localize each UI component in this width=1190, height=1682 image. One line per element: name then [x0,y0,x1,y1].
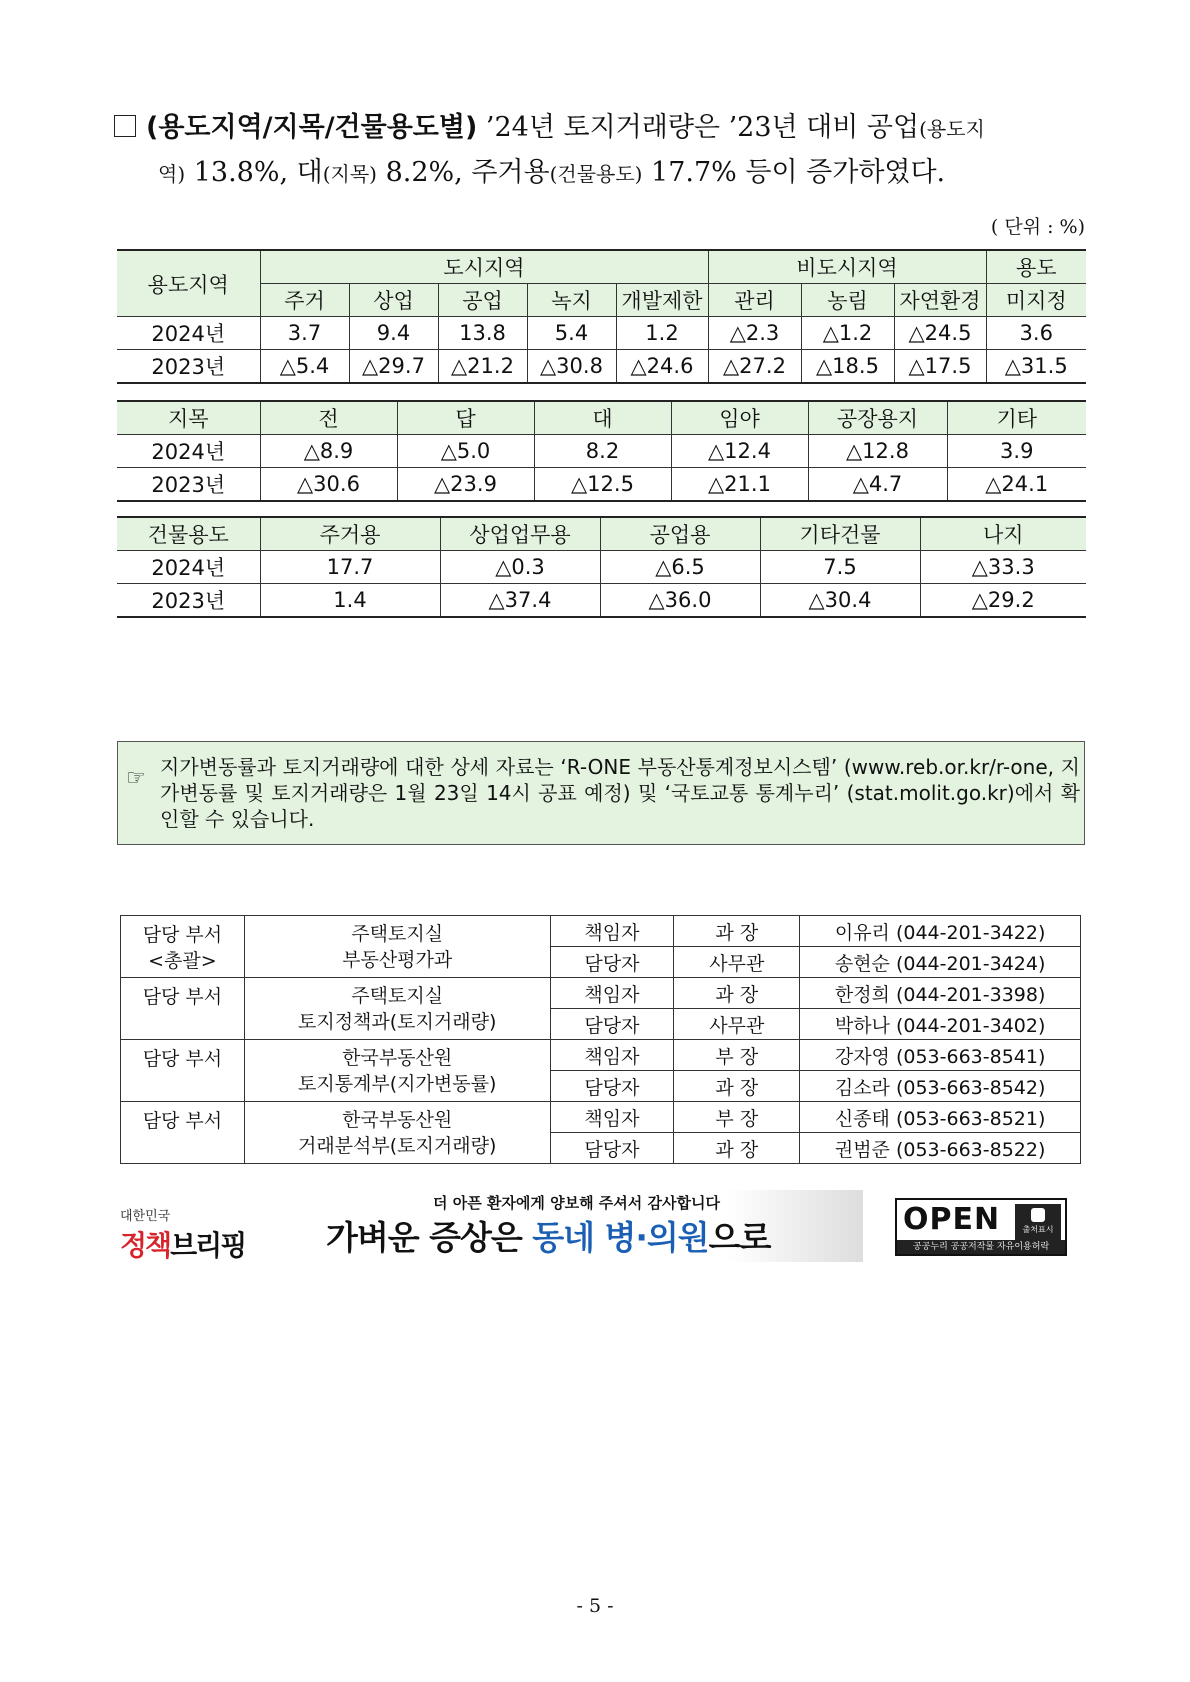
col-header: 공장용지 [808,401,947,435]
table-row [117,350,1086,384]
row-label: 2024년 [117,551,260,584]
open-word: OPEN [903,1202,1001,1237]
name-phone-cell: 김소라 (053-663-8542) [800,1071,1081,1102]
cell: 5.4 [527,317,616,350]
zoning-row-header: 용도지역 [117,250,260,317]
dept-cell: 담당 부서 [121,1102,245,1164]
open-license-bar: 공공누리 공공저작물 자유이용허락 [897,1240,1065,1254]
row-label: 2023년 [117,468,260,502]
col-header: 대 [534,401,671,435]
cell: △29.7 [349,350,438,384]
urban-group-header: 도시지역 [260,250,708,284]
col-header: 임야 [671,401,808,435]
title-cell: 과 장 [674,916,800,947]
reference-note-box [117,741,1085,845]
table-row [117,468,1086,502]
col-header: 자연환경 [894,284,986,317]
cell: △30.4 [760,584,920,618]
row-label: 2023년 [117,584,260,618]
cell: △36.0 [600,584,760,618]
cell: △0.3 [440,551,600,584]
reference-note-text: 지가변동률과 토지거래량에 대한 상세 자료는 ‘R-ONE 부동산통계정보시스템’ (www.reb.or.kr/r-one, 지가변동률 및 토지거래량은 1월 23일 14시 공표 예정) 및 ‘국토교통 통계누리’ (stat.molit.go.kr)에서 확인할 수 있습니다. [160,755,1080,831]
name-phone-cell: 한정희 (044-201-3398) [800,978,1081,1009]
undesignated-header-2: 미지정 [986,284,1086,317]
cell: △6.5 [600,551,760,584]
paragraph-heading: (용도지역/지목/건물용도별) [146,112,478,143]
campaign-banner [318,1190,863,1262]
cell: △5.0 [397,435,534,468]
col-header: 기타건물 [760,517,920,551]
zoning-table [117,249,1086,384]
name-phone-cell: 신종태 (053-663-8521) [800,1102,1081,1133]
col-header: 기타 [947,401,1086,435]
role-cell: 책임자 [550,978,674,1009]
col-header: 전 [260,401,397,435]
name-phone-cell: 박하나 (044-201-3402) [800,1009,1081,1040]
summary-paragraph: (용도지역/지목/건물용도별) ’24년 토지거래량은 ’23년 대비 공업(용도지 역) 13.8%, 대(지목) 8.2%, 주거용(건물용도) 17.7% 등이 증가하였다. [114,106,1086,196]
cell: 7.5 [760,551,920,584]
col-header: 상업 [349,284,438,317]
org-cell: 주택토지실 부동산평가과 [244,916,550,978]
building-use-table [117,516,1086,618]
cell: △30.8 [527,350,616,384]
cell: 3.9 [947,435,1086,468]
title-cell: 부 장 [674,1102,800,1133]
row-label: 2023년 [117,350,260,384]
cell: △18.5 [801,350,894,384]
table-row [121,1102,1081,1133]
table-row [117,435,1086,468]
cell: △12.8 [808,435,947,468]
contact-table [120,915,1081,1164]
cell: △30.6 [260,468,397,502]
title-cell: 사무관 [674,947,800,978]
col-header: 주거 [260,284,349,317]
col-header: 건물용도 [117,517,260,551]
kogl-open-license-badge [895,1198,1067,1256]
title-cell: 과 장 [674,1071,800,1102]
col-header: 주거용 [260,517,440,551]
dept-cell: 담당 부서 [121,978,245,1040]
name-phone-cell: 송현순 (044-201-3424) [800,947,1081,978]
cell: △8.9 [260,435,397,468]
cell: △12.5 [534,468,671,502]
col-header: 공업용 [600,517,760,551]
title-cell: 과 장 [674,1133,800,1164]
row-label: 2024년 [117,435,260,468]
undesignated-header-1: 용도 [986,250,1086,284]
land-category-table [117,400,1086,502]
cell: 1.4 [260,584,440,618]
cell: △4.7 [808,468,947,502]
role-cell: 담당자 [550,1071,674,1102]
cell: 3.7 [260,317,349,350]
col-header: 관리 [708,284,801,317]
banner-top-text: 더 아픈 환자에게 양보해 주셔서 감사합니다 [433,1194,720,1212]
cell: 17.7 [260,551,440,584]
cell: 9.4 [349,317,438,350]
role-cell: 책임자 [550,916,674,947]
table-row [121,1040,1081,1071]
col-header: 나지 [920,517,1086,551]
table-row [121,916,1081,947]
cell: △27.2 [708,350,801,384]
name-phone-cell: 권범준 (053-663-8522) [800,1133,1081,1164]
title-cell: 과 장 [674,978,800,1009]
table-row [121,978,1081,1009]
col-header: 녹지 [527,284,616,317]
cell: △23.9 [397,468,534,502]
cell: △2.3 [708,317,801,350]
nonurban-group-header: 비도시지역 [708,250,986,284]
cell: △31.5 [986,350,1086,384]
cell: △17.5 [894,350,986,384]
name-phone-cell: 강자영 (053-663-8541) [800,1040,1081,1071]
col-header: 농림 [801,284,894,317]
cell: △5.4 [260,350,349,384]
col-header: 답 [397,401,534,435]
cell: △24.5 [894,317,986,350]
table-row [117,317,1086,350]
role-cell: 담당자 [550,1009,674,1040]
title-cell: 부 장 [674,1040,800,1071]
col-header: 공업 [438,284,527,317]
dept-cell: 담당 부서 [121,1040,245,1102]
org-cell: 한국부동산원 토지통계부(지가변동률) [244,1040,550,1102]
policy-briefing-logo: 대한민국 정책브리핑 [120,1209,246,1262]
page-number: - 5 - [576,1595,614,1617]
cell: 3.6 [986,317,1086,350]
name-phone-cell: 이유리 (044-201-3422) [800,916,1081,947]
role-cell: 책임자 [550,1040,674,1071]
table-row [117,551,1086,584]
unit-label: ( 단위 : %) [990,216,1085,238]
attribution-icon: 출처표시 [1015,1204,1061,1240]
table-row [117,584,1086,618]
cell: △33.3 [920,551,1086,584]
role-cell: 담당자 [550,1133,674,1164]
cell: 8.2 [534,435,671,468]
cell: △24.1 [947,468,1086,502]
cell: △12.4 [671,435,808,468]
col-header: 상업업무용 [440,517,600,551]
cell: △29.2 [920,584,1086,618]
cell: △24.6 [616,350,708,384]
org-cell: 한국부동산원 거래분석부(토지거래량) [244,1102,550,1164]
cell: △37.4 [440,584,600,618]
checkbox-square-icon [114,115,136,137]
banner-main-text: 가벼운 증상은 동네 병·의원으로 [326,1218,771,1257]
org-cell: 주택토지실 토지정책과(토지거래량) [244,978,550,1040]
role-cell: 담당자 [550,947,674,978]
row-label: 2024년 [117,317,260,350]
pointing-hand-icon: ☞ [126,766,146,791]
cell: △21.1 [671,468,808,502]
cell: △1.2 [801,317,894,350]
role-cell: 책임자 [550,1102,674,1133]
cell: △21.2 [438,350,527,384]
title-cell: 사무관 [674,1009,800,1040]
col-header: 개발제한 [616,284,708,317]
col-header: 지목 [117,401,260,435]
cell: 13.8 [438,317,527,350]
dept-cell: 담당 부서 <총괄> [121,916,245,978]
cell: 1.2 [616,317,708,350]
